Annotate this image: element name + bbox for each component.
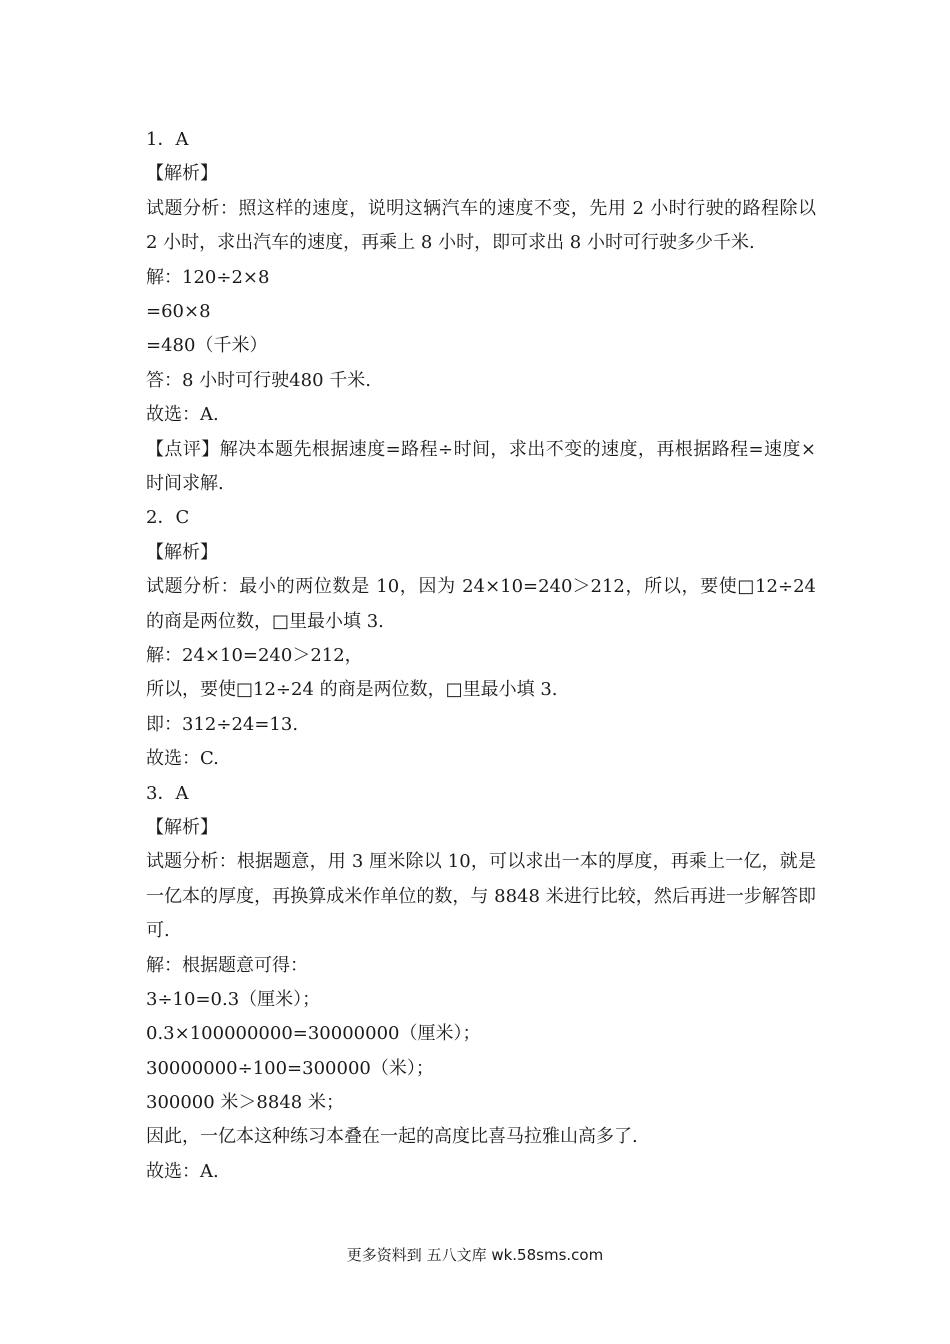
- solution-line: 解：根据题意可得：: [146, 954, 308, 976]
- solution-line: 解：120÷2×8: [146, 266, 270, 288]
- solution-line: 300000 米＞8848 米；: [146, 1092, 344, 1114]
- solution-line: 3÷10=0.3（厘米）；: [146, 988, 321, 1010]
- solution-line: 所以，要使□12÷24 的商是两位数，□里最小填 3.: [146, 679, 558, 701]
- analysis-label-2: 【解析】: [146, 541, 218, 563]
- solution-line: 0.3×100000000=30000000（厘米）；: [146, 1023, 481, 1045]
- choice-line: 故选：A.: [146, 404, 219, 426]
- analysis-label-1: 【解析】: [146, 163, 218, 185]
- analysis-text-1: 试题分析：照这样的速度，说明这辆汽车的速度不变，先用 2 小时行驶的路程除以 2 小时，求出汽车的速度，再乘上 8 小时，即可求出 8 小时可行驶多少千米.: [146, 197, 816, 254]
- solution-line: 30000000÷100=300000（米）；: [146, 1057, 434, 1079]
- answer-3-heading: 3．A: [146, 782, 189, 804]
- solution-line: =480（千米）: [146, 335, 268, 357]
- comment-text-1: 【点评】解决本题先根据速度=路程÷时间，求出不变的速度，再根据路程=速度×时间求解.: [146, 438, 816, 494]
- solution-line: 即：312÷24=13.: [146, 713, 299, 735]
- document-body: [146, 123, 816, 1189]
- footer-text: 更多资料到 五八文库 wk.58sms.com: [346, 1246, 604, 1264]
- solution-line: =60×8: [146, 300, 211, 322]
- conclusion-line: 因此，一亿本这种练习本叠在一起的高度比喜马拉雅山高多了.: [146, 1126, 638, 1148]
- answer-2-heading: 2．C: [146, 507, 190, 529]
- solution-line: 解：24×10=240＞212，: [146, 644, 363, 666]
- analysis-label-3: 【解析】: [146, 816, 218, 838]
- choice-line: 故选：A.: [146, 1160, 219, 1182]
- analysis-text-3: 试题分析：根据题意，用 3 厘米除以 10，可以求出一本的厚度，再乘上一亿，就是一亿本的厚度，再换算成米作单位的数，与 8848 米进行比较，然后再进一步解答即可.: [146, 851, 816, 942]
- answer-1-heading: 1．A: [146, 129, 189, 150]
- analysis-text-2: 试题分析：最小的两位数是 10，因为 24×10=240＞212，所以，要使□12÷24 的商是两位数，□里最小填 3.: [146, 576, 816, 632]
- answer-line: 答：8 小时可行驶480 千米.: [146, 369, 371, 391]
- choice-line: 故选：C.: [146, 748, 219, 770]
